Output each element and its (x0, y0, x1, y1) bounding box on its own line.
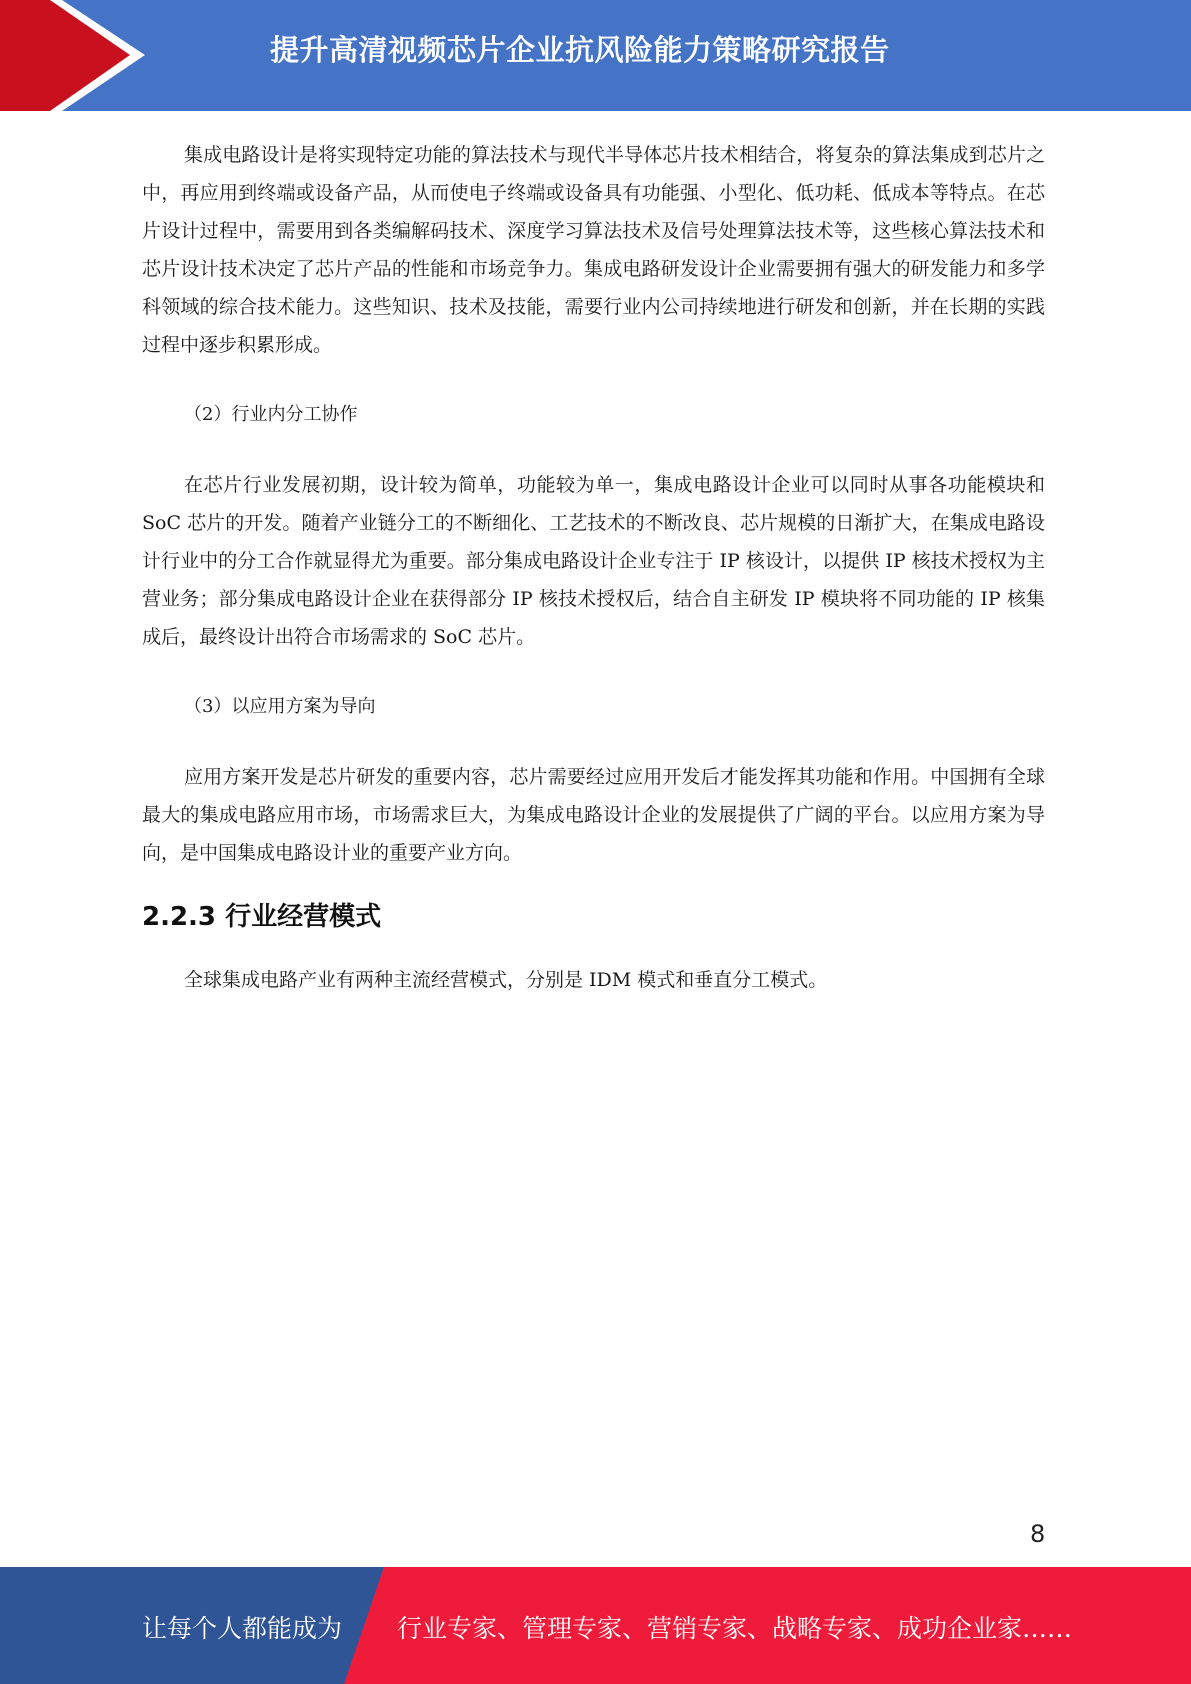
paragraph-ic-design: 集成电路设计是将实现特定功能的算法技术与现代半导体芯片技术相结合，将复杂的算法集成到芯片之中，再应用到终端或设备产品，从而使电子终端或设备具有功能强、小型化、低功耗、低成本等特点。在芯片设计过程中，需要用到各类编解码技术、深度学习算法技术及信号处理算法技术等，这些核心算法技术和芯片设计技术决定了芯片产品的性能和市场竞争力。集成电路研发设计企业需要拥有强大的研发能力和多学科领域的综合技术能力。这些知识、技术及技能，需要行业内公司持续地进行研发和创新，并在长期的实践过程中逐步积累形成。 (142, 144, 1045, 356)
section-heading: 2.2.3 行业经营模式 (142, 902, 382, 932)
paragraph-division-of-labor: 在芯片行业发展初期，设计较为简单，功能较为单一，集成电路设计企业可以同时从事各功能模块和 SoC 芯片的开发。随着产业链分工的不断细化、工艺技术的不断改良、芯片规模的日渐扩大，在集成电路设计行业中的分工合作就显得尤为重要。部分集成电路设计企业专注于 IP 核设计，以提供 IP 核技术授权为主营业务；部分集成电路设计企业在获得部分 IP 核技术授权后，结合自主研发 IP 模块将不同功能的 IP 核集成后，最终设计出符合市场需求的 SoC 芯片。 (142, 474, 1045, 648)
footer-slogan-right: 行业专家、管理专家、营销专家、战略专家、成功企业家…… (397, 1614, 1073, 1643)
header-title: 提升高清视频芯片企业抗风险能力策略研究报告 (270, 33, 890, 67)
footer-slogan-left: 让每个人都能成为 (142, 1614, 343, 1643)
page-header (0, 0, 1191, 111)
header-arrow-icon (0, 0, 160, 111)
subheading-division-of-labor: （2）行业内分工协作 (184, 404, 358, 425)
main-content (142, 136, 1045, 999)
paragraph-business-model: 全球集成电路产业有两种主流经营模式，分别是 IDM 模式和垂直分工模式。 (184, 969, 828, 991)
page-footer (0, 1567, 1191, 1684)
subheading-application-oriented: （3）以应用方案为导向 (184, 696, 376, 717)
page-number: 8 (1030, 1520, 1046, 1548)
paragraph-application-oriented: 应用方案开发是芯片研发的重要内容，芯片需要经过应用开发后才能发挥其功能和作用。中国拥有全球最大的集成电路应用市场，市场需求巨大，为集成电路设计企业的发展提供了广阔的平台。以应用方案为导向，是中国集成电路设计业的重要产业方向。 (142, 766, 1045, 864)
